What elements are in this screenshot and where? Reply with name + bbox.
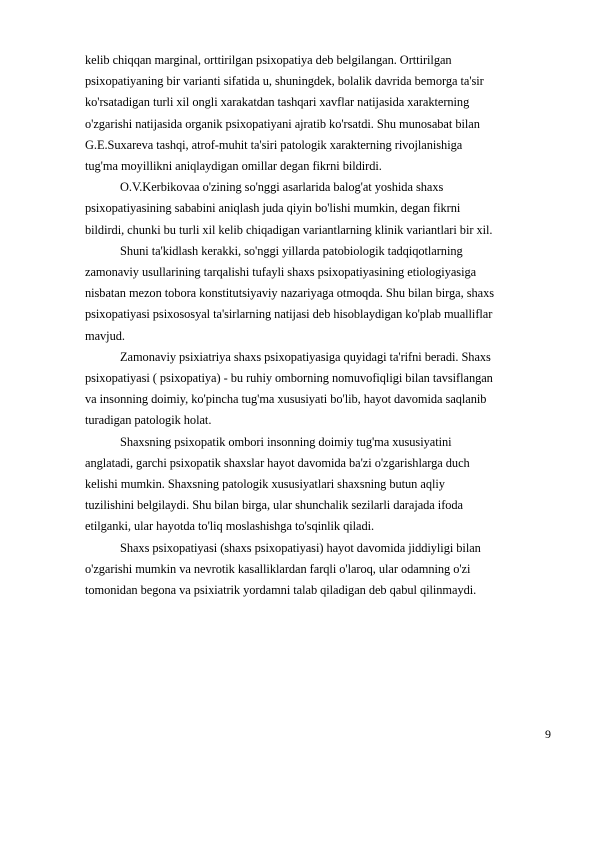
page-number: 9 (545, 727, 551, 741)
text-line: psixopatiyasi psixososyal ta'sirlarning natijasi deb hisoblaydigan ko'plab mualliflar (85, 307, 493, 322)
text-line: zamonaviy usullarining tarqalishi tufayli shaxs psixopatiyasining etiologiyasiga (85, 265, 477, 280)
text-line: bildirdi, chunki bu turli xil kelib chiqadigan variantlarning klinik variantlari bir xil. (85, 222, 493, 237)
text-line: kelib chiqqan marginal, orttirilgan psixopatiya deb belgilangan. Orttirilgan (85, 53, 452, 67)
text-line: etilganki, ular hayotda to'liq moslashishga to'sqinlik qiladi. (85, 519, 375, 534)
paragraph-first-line: Shaxs psixopatiyasi (shaxs psixopatiyasi) hayot davomida jiddiyligi bilan (120, 540, 481, 555)
text-line: va insonning doimiy, ko'pincha tug'ma xususiyati bo'lib, hayot davomida saqlanib (85, 392, 487, 407)
body-text (85, 50, 551, 601)
text-line: turadigan patologik holat. (85, 413, 212, 428)
text-line: kelishi mumkin. Shaxsning patologik xususiyatlari shaxsning butun aqliy (85, 477, 445, 492)
text-line: anglatadi, garchi psixopatik shaxslar hayot davomida ba'zi o'zgarishlarga duch (85, 455, 470, 470)
text-line: nisbatan mezon tobora konstitutsiyaviy nazariyaga otmoqda. Shu bilan birga, shaxs (85, 286, 495, 301)
paragraph-first-line: O.V.Kerbikovaa o'zining so'nggi asarlarida balog'at yoshida shaxs (120, 180, 444, 195)
text-line: psixopatiyasi ( psixopatiya) - bu ruhiy omborning nomuvofiqligi bilan tavsiflangan (85, 371, 493, 386)
text-line: o'zgarishi natijasida organik psixopatiyani ajratib ko'rsatdi. Shu munosabat bilan (85, 116, 480, 131)
paragraph-first-line: Shuni ta'kidlash kerakki, so'nggi yillarda patobiologik tadqiqotlarning (120, 243, 463, 258)
text-line: ko'rsatadigan turli xil ongli xarakatdan tashqari xavflar natijasida xarakterning (85, 95, 470, 110)
paragraph-first-line: Shaxsning psixopatik ombori insonning doimiy tug'ma xususiyatini (120, 434, 452, 449)
text-line: psixopatiyaning bir varianti sifatida u, shuningdek, bolalik davrida bemorga ta'sir (85, 74, 484, 89)
text-line: G.E.Suxareva tashqi, atrof-muhit ta'siri patologik xarakterning rivojlanishiga (85, 137, 463, 152)
text-line: mavjud. (85, 328, 125, 343)
text-line: tomonidan begona va psixiatrik yordamni talab qiladigan deb qabul qilinmaydi. (85, 583, 477, 598)
text-line: tug'ma moyillikni aniqlaydigan omillar degan fikrni bildirdi. (85, 159, 382, 174)
text-line: psixopatiyasining sababini aniqlash juda qiyin bo'lishi mumkin, degan fikrni (85, 201, 461, 216)
text-line: o'zgarishi mumkin va nevrotik kasalliklardan farqli o'laroq, ular odamning o'zi (85, 561, 471, 576)
text-line: tuzilishini belgilaydi. Shu bilan birga, ular shunchalik sezilarli darajada ifoda (85, 498, 464, 513)
paragraph-first-line: Zamonaviy psixiatriya shaxs psixopatiyasiga quyidagi ta'rifni beradi. Shaxs (120, 349, 491, 364)
